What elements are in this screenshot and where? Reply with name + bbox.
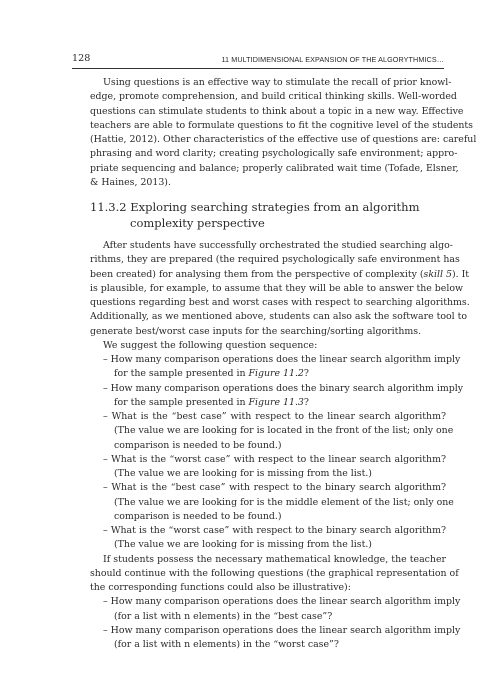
section-heading-line: complexity perspective bbox=[130, 216, 265, 230]
list-item-continuation bbox=[90, 396, 446, 410]
text-span: for the sample presented in bbox=[114, 368, 249, 380]
section-heading bbox=[90, 199, 446, 231]
body-paragraph bbox=[90, 239, 470, 353]
page-body bbox=[90, 76, 477, 652]
text-line: We suggest the following question sequence: bbox=[103, 339, 318, 351]
list-item: – What is the “best case” with respect to the linear search algorithm? bbox=[103, 411, 446, 422]
text-span: for the sample presented in bbox=[114, 396, 249, 408]
text-span: ? bbox=[303, 368, 309, 380]
question-list bbox=[90, 353, 464, 553]
text-line: edge, promote comprehension, and build critical thinking skills. Well-worded bbox=[90, 91, 457, 103]
text-line: priate sequencing and balance; properly calibrated wait time (Tofade, Elsner, bbox=[90, 162, 459, 174]
spacer bbox=[90, 231, 446, 239]
list-item-continuation: (The value we are looking for is located in the front of the list; only one bbox=[114, 425, 454, 437]
text-line: is plausible, for example, to assume that they will be able to answer the below bbox=[90, 282, 464, 294]
closing-paragraph bbox=[90, 553, 459, 596]
text-line: should continue with the following questions (the graphical representation of bbox=[90, 567, 459, 579]
text-line: teachers are able to formulate questions to fit the cognitive level of the students bbox=[90, 119, 473, 131]
text-line: & Haines, 2013). bbox=[90, 176, 171, 188]
page-number: 128 bbox=[72, 53, 91, 64]
list-item: – How many comparison operations does the linear search algorithm imply bbox=[103, 596, 461, 608]
text-line: After students have successfully orchestrated the studied searching algo- bbox=[103, 240, 453, 251]
list-item: – How many comparison operations does the linear search algorithm imply bbox=[103, 624, 461, 636]
list-item-continuation: (for a list with n elements) in the “worst case”? bbox=[114, 639, 339, 650]
text-line: phrasing and word clarity; creating psychologically safe environment; appro- bbox=[90, 148, 458, 160]
text-span: ? bbox=[303, 396, 309, 408]
text-line bbox=[90, 268, 470, 282]
intro-paragraph bbox=[90, 76, 477, 190]
text-line: questions regarding best and worst cases with respect to searching algorithms. bbox=[90, 297, 470, 308]
list-item: – What is the “worst case” with respect to the linear search algorithm? bbox=[103, 453, 446, 465]
text-line: Using questions is an effective way to stimulate the recall of prior knowl- bbox=[103, 77, 452, 88]
list-item-continuation: (The value we are looking for is the middle element of the list; only one bbox=[114, 496, 454, 508]
list-item: – How many comparison operations does the linear search algorithm imply bbox=[103, 354, 461, 365]
section-heading-line: 11.3.2 Exploring searching strategies from an algorithm bbox=[90, 200, 420, 214]
list-item-continuation: (for a list with n elements) in the “best case”? bbox=[114, 610, 333, 622]
text-span: ). It bbox=[451, 268, 470, 280]
text-line: (Hattie, 2012). Other characteristics of the effective use of questions are: careful bbox=[90, 134, 477, 145]
list-item-continuation bbox=[90, 367, 446, 381]
list-item-continuation: (The value we are looking for is missing from the list.) bbox=[114, 539, 372, 551]
figure-reference: Figure 11.2 bbox=[248, 368, 304, 380]
figure-reference: Figure 11.3 bbox=[248, 396, 304, 408]
list-item: – What is the “worst case” with respect to the binary search algorithm? bbox=[103, 525, 446, 536]
text-line: the corresponding functions could also be illustrative): bbox=[90, 582, 351, 593]
text-line: If students possess the necessary mathematical knowledge, the teacher bbox=[103, 553, 446, 565]
list-item-continuation: (The value we are looking for is missing from the list.) bbox=[114, 468, 372, 479]
list-item-continuation: comparison is needed to be found.) bbox=[114, 510, 282, 522]
text-span: been created) for analysing them from the perspective of complexity ( bbox=[90, 268, 424, 280]
spacer bbox=[90, 190, 446, 199]
skill-reference: skill 5 bbox=[423, 268, 452, 280]
text-line: questions can stimulate students to think about a topic in a new way. Effective bbox=[90, 105, 464, 117]
followup-list bbox=[90, 595, 461, 652]
running-head: 11 MULTIDIMENSIONAL EXPANSION OF THE ALGORYTHMICS… bbox=[221, 55, 444, 64]
list-item-continuation: comparison is needed to be found.) bbox=[114, 439, 282, 451]
text-line: Additionally, as we mentioned above, students can also ask the software tool to bbox=[90, 311, 468, 323]
text-line: rithms, they are prepared (the required psychologically safe environment has bbox=[90, 254, 460, 266]
text-line: generate best/worst case inputs for the searching/sorting algorithms. bbox=[90, 325, 422, 337]
list-item: – What is the “best case” with respect to the binary search algorithm? bbox=[103, 482, 446, 494]
page-header bbox=[72, 52, 444, 69]
list-item: – How many comparison operations does the binary search algorithm imply bbox=[103, 382, 464, 394]
